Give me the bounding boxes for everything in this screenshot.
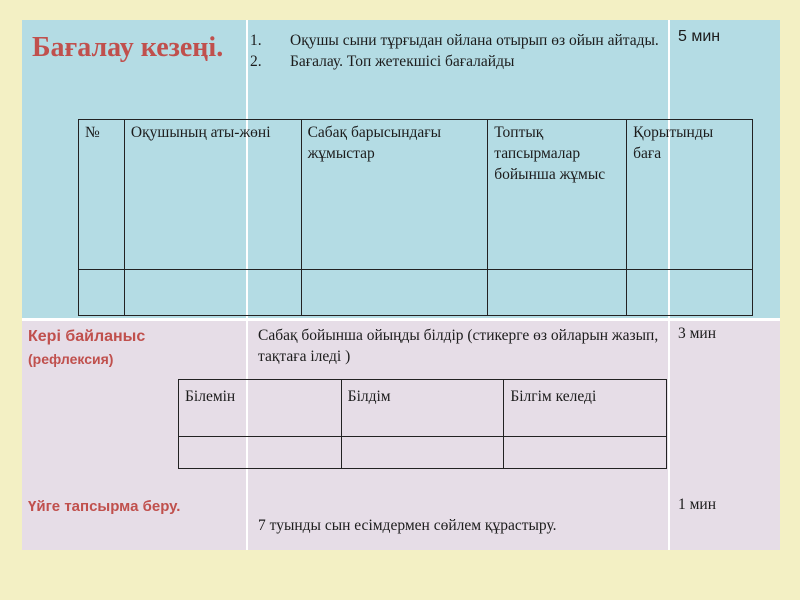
feedback-instructions: Сабақ бойынша ойыңды білдір (стикерге өз ойларын жазып, тақтаға іледі ) <box>258 327 659 365</box>
homework-text: 7 туынды сын есімдермен сөйлем құрастыру. <box>258 517 557 534</box>
table-cell[interactable] <box>179 437 342 469</box>
table-header-row <box>179 380 667 437</box>
table-cell[interactable] <box>79 270 125 316</box>
lesson-plan-sheet <box>22 20 780 550</box>
assessment-time: 5 мин <box>678 28 721 45</box>
header-learned: Білдім <box>341 380 504 437</box>
header-want-to-know: Білгім келеді <box>504 380 667 437</box>
task-item: 2. Бағалау. Топ жетекшісі бағалайды <box>250 53 515 70</box>
homework-time: 1 мин <box>678 496 717 513</box>
header-final-grade: Қорытынды баға <box>627 120 753 270</box>
table-row <box>179 437 667 469</box>
table-cell[interactable] <box>627 270 753 316</box>
feedback-subtitle: (рефлексия) <box>28 351 114 367</box>
table-cell[interactable] <box>301 270 488 316</box>
header-student-name: Оқушының аты-жөні <box>124 120 301 270</box>
assessment-table <box>78 119 753 316</box>
row-divider <box>22 318 780 321</box>
reflection-table <box>178 379 667 469</box>
assessment-title: Бағалау кезеңі. <box>32 32 224 63</box>
header-group-work: Топтық тапсырмалар бойынша жұмыс <box>488 120 627 270</box>
table-cell[interactable] <box>341 437 504 469</box>
feedback-time: 3 мин <box>678 325 717 342</box>
table-cell[interactable] <box>488 270 627 316</box>
table-row <box>79 270 753 316</box>
header-number: № <box>79 120 125 270</box>
assessment-task-list <box>250 30 670 72</box>
task-item: 1. Оқушы сыни тұрғыдан ойлана отырып өз ойын айтады. <box>250 32 659 49</box>
homework-title: Үйге тапсырма беру. <box>28 498 181 515</box>
table-cell[interactable] <box>124 270 301 316</box>
table-header-row <box>79 120 753 270</box>
header-lesson-work: Сабақ барысындағы жұмыстар <box>301 120 488 270</box>
feedback-title: Кері байланыс (рефлексия) <box>28 326 228 370</box>
header-know: Білемін <box>179 380 342 437</box>
table-cell[interactable] <box>504 437 667 469</box>
